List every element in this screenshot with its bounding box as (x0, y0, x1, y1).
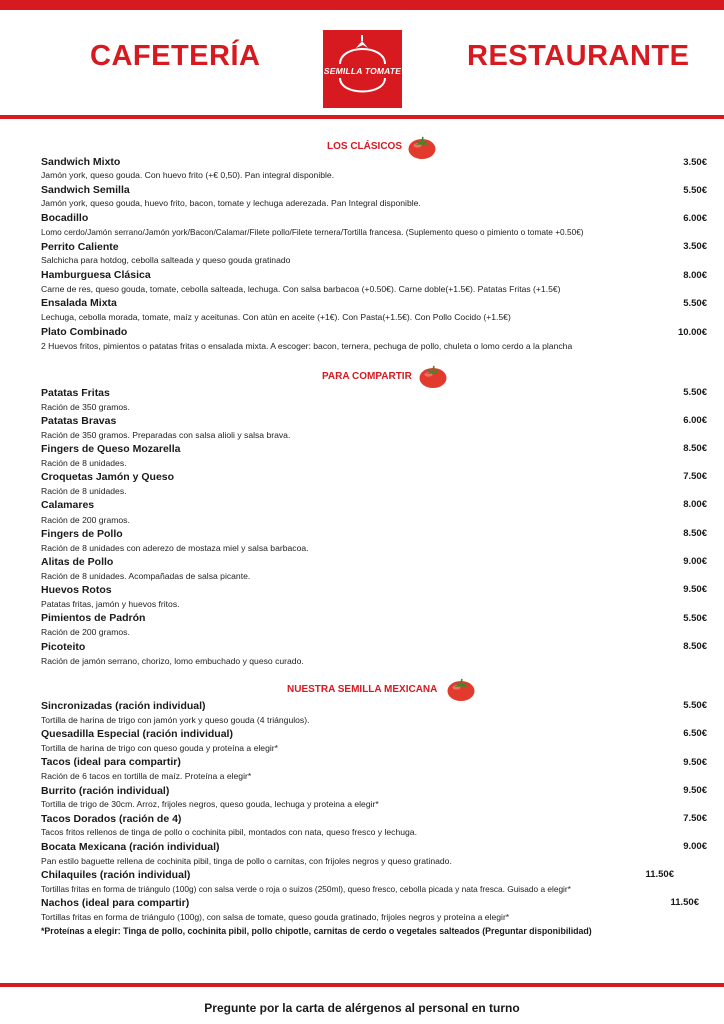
menu-item-description: Ración de 200 gramos. (41, 515, 130, 525)
menu-item-description: Tacos fritos rellenos de tinga de pollo o cochinita pibil, montados con nata, queso fresco y lechuga. (41, 827, 417, 837)
menu-item-description: Ración de 8 unidades. (41, 486, 127, 496)
menu-item-name: Quesadilla Especial (ración individual) (41, 728, 233, 740)
menu-item-price: 10.00€ (677, 327, 707, 338)
menu-item-price: 11.50€ (645, 869, 674, 880)
menu-item-name: Patatas Fritas (41, 387, 110, 399)
menu-item-description: Lechuga, cebolla morada, tomate, maíz y aceitunas. Con atún en aceite (+1€). Con Pasta(+1.5€). Con Pollo Cocido (+1.5€) (41, 312, 511, 322)
menu-item-name: Hamburguesa Clásica (41, 269, 151, 281)
menu-item-name: Perrito Caliente (41, 241, 119, 253)
menu-item-description: Lomo cerdo/Jamón serrano/Jamón york/Bacon/Calamar/Filete pollo/Filete ternera/Tortilla francesa. (Suplemento queso o pimiento o tomate +0.50€) (41, 227, 584, 237)
menu-item-description: 2 Huevos fritos, pimientos o patatas fritas o ensalada mixta. A escoger: bacon, ternera, pechuga de pollo, chuleta o lomo cerdo a la plancha (41, 341, 573, 351)
menu-item-description: Ración de jamón serrano, chorizo, lomo embuchado y queso curado. (41, 656, 304, 666)
menu-item-description: Tortillas fritas en forma de triángulo (100g) con salsa verde o roja o suizos (250ml), queso fresco, cebolla picada y nata fresca. Guisado a elegir* (41, 884, 571, 894)
menu-item-name: Tacos (ideal para compartir) (41, 756, 181, 768)
menu-item-price: 5.50€ (683, 185, 707, 196)
menu-item-price: 9.00€ (683, 841, 707, 852)
menu-item-price: 3.50€ (683, 157, 707, 168)
menu-item-description: Tortillas fritas en forma de triángulo (100g), con salsa de tomate, queso gouda gratinado, frijoles negros y proteína a elegir* (41, 912, 510, 922)
menu-item-name: Croquetas Jamón y Queso (41, 471, 175, 483)
menu-item-name: Bocata Mexicana (ración individual) (41, 841, 220, 853)
menu-item-price: 5.50€ (683, 298, 707, 309)
menu-item-name: Ensalada Mixta (41, 297, 117, 309)
menu-item-description: Carne de res, queso gouda, tomate, cebolla salteada, lechuga. Con salsa barbacoa (+0.50€). Carne doble(+1.5€). Patatas Fritas (+1.5€) (41, 284, 561, 294)
menu-item-price: 8.50€ (683, 641, 707, 652)
tomato-icon (446, 676, 476, 702)
cafeteria-title: CAFETERÍA (90, 40, 261, 72)
menu-item-price: 6.00€ (683, 415, 707, 426)
menu-item-price: 9.50€ (683, 757, 707, 768)
footer-divider (0, 983, 724, 987)
menu-item-description: Ración de 8 unidades. (41, 458, 127, 468)
menu-item-name: Tacos Dorados (ración de 4) (41, 813, 182, 825)
menu-item-description: Ración de 350 gramos. (41, 402, 130, 412)
tomato-icon (407, 134, 437, 160)
section-title-nuestra-semilla-mexicana: NUESTRA SEMILLA MEXICANA (287, 684, 438, 695)
menu-item-price: 8.00€ (683, 499, 707, 510)
menu-item-price: 5.50€ (683, 700, 707, 711)
menu-item-name: Plato Combinado (41, 326, 128, 338)
top-red-bar (0, 0, 724, 10)
menu-item-name: Burrito (ración individual) (41, 785, 170, 797)
menu-item-price: 5.50€ (683, 387, 707, 398)
menu-item-price: 5.50€ (683, 613, 707, 624)
menu-item-name: Chilaquiles (ración individual) (41, 869, 191, 881)
menu-item-name: Calamares (41, 499, 95, 511)
menu-item-description: Ración de 350 gramos. Preparadas con salsa alioli y salsa brava. (41, 430, 291, 440)
menu-item-name: Picoteito (41, 641, 86, 653)
menu-item-name: Fingers de Queso Mozarella (41, 443, 181, 455)
menu-item-name: Fingers de Pollo (41, 528, 123, 540)
menu-item-name: Sandwich Mixto (41, 156, 121, 168)
proteins-footnote: *Proteínas a elegir: Tinga de pollo, cochinita pibil, pollo chipotle, carnitas de cerdo o vegetales salteados (Preguntar disponibilidad) (41, 926, 592, 936)
menu-item-description: Tortilla de harina de trigo con queso gouda y proteína a elegir* (41, 743, 278, 753)
menu-item-description: Tortilla de harina de trigo con jamón york y queso gouda (4 triángulos). (41, 715, 310, 725)
menu-item-price: 3.50€ (683, 241, 707, 252)
section-title-los-clasicos: LOS CLÁSICOS (327, 141, 403, 152)
menu-item-price: 8.50€ (683, 528, 707, 539)
menu-item-name: Bocadillo (41, 212, 89, 224)
menu-item-description: Tortilla de trigo de 30cm. Arroz, frijoles negros, queso gouda, lechuga y proteina a elegir* (41, 799, 379, 809)
allergens-notice: Pregunte por la carta de alérgenos al personal en turno (204, 1001, 520, 1015)
menu-item-name: Sincronizadas (ración individual) (41, 700, 206, 712)
menu-item-description: Ración de 8 unidades con aderezo de mostaza miel y salsa barbacoa. (41, 543, 309, 553)
menu-item-name: Pimientos de Padrón (41, 612, 146, 624)
menu-item-name: Alitas de Pollo (41, 556, 114, 568)
logo-text: SEMILLA TOMATE (323, 66, 402, 76)
menu-item-description: Ración de 6 tacos en tortilla de maíz. Proteína a elegir* (41, 771, 252, 781)
menu-item-description: Jamón york, queso gouda, huevo frito, bacon, tomate y lechuga aderezada. Pan Integral disponible. (41, 198, 421, 208)
menu-item-price: 8.00€ (683, 270, 707, 281)
menu-item-price: 7.50€ (683, 813, 707, 824)
menu-item-name: Sandwich Semilla (41, 184, 130, 196)
menu-item-description: Patatas fritas, jamón y huevos fritos. (41, 599, 180, 609)
menu-item-price: 9.50€ (683, 785, 707, 796)
menu-item-name: Huevos Rotos (41, 584, 112, 596)
menu-item-price: 9.00€ (683, 556, 707, 567)
menu-item-description: Pan estilo baguette rellena de cochinita pibil, tinga de pollo o carnitas, con frijoles negros y queso gratinado. (41, 856, 452, 866)
tomato-icon (418, 363, 448, 389)
menu-item-name: Nachos (ideal para compartir) (41, 897, 190, 909)
menu-item-price: 6.00€ (683, 213, 707, 224)
menu-item-description: Salchicha para hotdog, cebolla salteada y queso gouda gratinado (41, 255, 291, 265)
section-title-para-compartir: PARA COMPARTIR (322, 371, 412, 382)
semilla-tomate-logo (323, 30, 402, 108)
header-divider (0, 115, 724, 119)
menu-item-price: 8.50€ (683, 443, 707, 454)
menu-item-price: 11.50€ (670, 897, 699, 908)
menu-item-price: 6.50€ (683, 728, 707, 739)
menu-item-price: 9.50€ (683, 584, 707, 595)
menu-item-description: Ración de 8 unidades. Acompañadas de salsa picante. (41, 571, 251, 581)
menu-item-description: Ración de 200 gramos. (41, 627, 130, 637)
restaurante-title: RESTAURANTE (467, 40, 690, 72)
menu-item-name: Patatas Bravas (41, 415, 117, 427)
menu-item-description: Jamón york, queso gouda. Con huevo frito (+€ 0,50). Pan integral disponible. (41, 170, 335, 180)
menu-item-price: 7.50€ (683, 471, 707, 482)
